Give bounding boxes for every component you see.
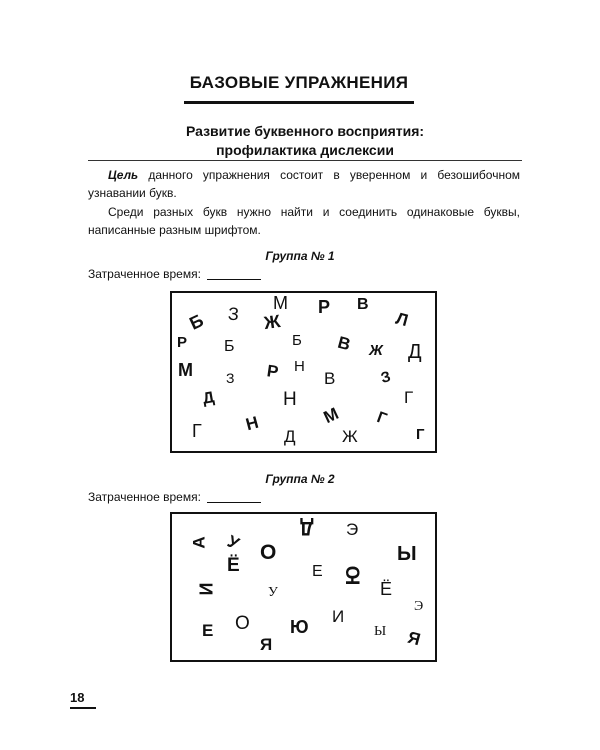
letter[interactable]: М	[320, 403, 342, 428]
letter[interactable]: Р	[177, 334, 188, 351]
letter[interactable]: Н	[283, 389, 297, 410]
subtitle-line-2: профилактика дислексии	[216, 142, 394, 158]
letter[interactable]: Г	[374, 408, 389, 429]
letter[interactable]: Ы	[374, 624, 387, 639]
letter[interactable]: З	[378, 368, 393, 387]
letter[interactable]: Ы	[397, 543, 417, 565]
letter[interactable]: Ю	[343, 565, 365, 586]
letter[interactable]: У	[224, 531, 243, 554]
letter[interactable]: Б	[224, 338, 235, 355]
letter[interactable]: З	[227, 303, 240, 325]
letter[interactable]: Б	[292, 332, 302, 349]
group-1-letter-box	[170, 291, 437, 453]
letter[interactable]: Р	[318, 297, 331, 317]
letter[interactable]: Ё	[380, 579, 393, 599]
letter[interactable]: Е	[202, 621, 214, 640]
exercise-subtitle	[90, 122, 520, 160]
letter[interactable]: Д	[408, 341, 422, 363]
letter[interactable]: Г	[404, 388, 414, 407]
letter[interactable]: Ю	[290, 617, 309, 637]
group-1-time-row	[88, 267, 261, 281]
letter[interactable]: И	[332, 607, 345, 626]
letter[interactable]: Л	[393, 308, 411, 331]
group-2-heading: Группа № 2	[265, 472, 335, 486]
group-2-letter-box	[170, 512, 437, 662]
letter[interactable]: Я	[405, 627, 423, 650]
letter[interactable]: В	[324, 369, 336, 388]
letter[interactable]: Е	[312, 563, 323, 580]
letter[interactable]: Ё	[227, 555, 240, 576]
letter[interactable]: М	[178, 360, 193, 380]
letter[interactable]: М	[273, 293, 288, 313]
subtitle-rule	[88, 160, 522, 161]
goal-paragraph	[88, 166, 520, 202]
letter[interactable]: В	[357, 296, 369, 313]
letter[interactable]: У	[268, 585, 278, 600]
letter[interactable]: Г	[192, 421, 202, 441]
letter[interactable]: Н	[294, 358, 305, 375]
letter[interactable]: О	[235, 613, 250, 634]
letter[interactable]: З	[226, 370, 235, 386]
letter[interactable]: Ж	[369, 342, 383, 359]
letter[interactable]: Ж	[262, 310, 282, 334]
group-2-time-label: Затраченное время:	[88, 490, 201, 504]
letter[interactable]: А	[189, 536, 209, 549]
group-1-time-field[interactable]	[207, 279, 261, 280]
letter[interactable]: Ж	[342, 427, 358, 446]
goal-text: данного упражнения состоит в уверенном и безошибочном узнавании букв.	[88, 168, 520, 200]
letter[interactable]: О	[260, 541, 277, 564]
letter[interactable]: В	[335, 332, 353, 355]
letter[interactable]: Д	[284, 427, 296, 446]
group-1-time-label: Затраченное время:	[88, 267, 201, 281]
letter[interactable]: И	[196, 582, 217, 596]
task-paragraph: Среди разных букв нужно найти и соединить одинаковые буквы, написанные разным шрифтом.	[88, 205, 520, 237]
letter[interactable]: Д	[201, 389, 216, 408]
letter[interactable]: Д	[300, 517, 314, 538]
goal-lead-word: Цель	[108, 168, 139, 182]
page-number: 18	[70, 690, 96, 709]
subtitle-line-1: Развитие буквенного восприятия:	[185, 123, 425, 139]
group-1-heading: Группа № 1	[265, 249, 335, 263]
letter[interactable]: Н	[243, 412, 261, 435]
letter[interactable]: Э	[346, 520, 359, 539]
group-2-time-row	[88, 490, 261, 504]
letter[interactable]: Я	[260, 635, 273, 654]
letter[interactable]: Р	[265, 361, 280, 382]
letter[interactable]: Б	[186, 310, 207, 334]
letter[interactable]: Г	[416, 426, 425, 443]
letter[interactable]: Э	[414, 599, 424, 614]
group-2-time-field[interactable]	[207, 502, 261, 503]
section-title: БАЗОВЫЕ УПРАЖНЕНИЯ	[184, 73, 414, 104]
